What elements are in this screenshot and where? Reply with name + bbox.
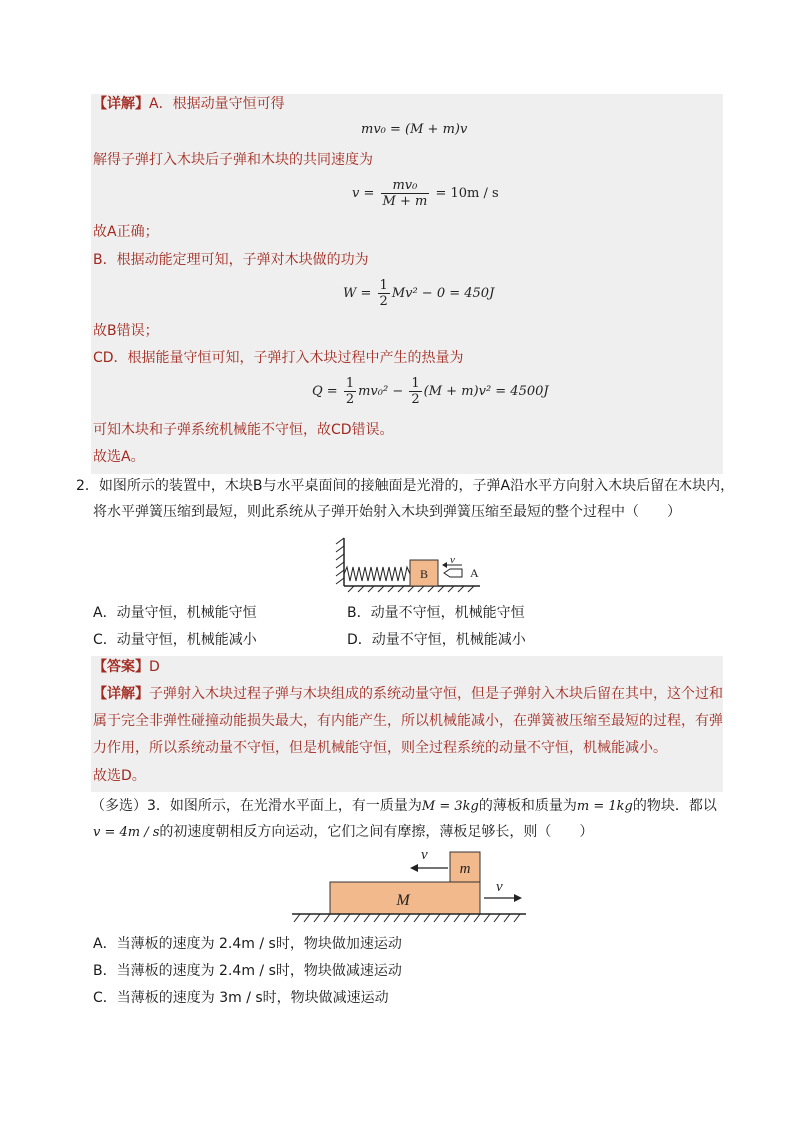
equation-momentum: mv₀ = (M + m)v: [361, 122, 468, 137]
block-m-label: m: [459, 861, 471, 877]
floor-hatching: [348, 586, 474, 592]
question-2-stem-2: 将水平弹簧压缩到最短，则此系统从子弹开始射入木块到弹簧压缩至最短的整个过程中（ ）: [93, 504, 681, 520]
question-3-stem-1: （多选）3．如图所示，在光滑水平面上，有一质量为M = 3kg的薄板和质量为m = 1kg的物块．都以: [91, 798, 717, 814]
block-b-label: B: [419, 567, 429, 581]
answer-tag: 【答案】: [93, 659, 149, 675]
solution-1-line-3: 故A正确；: [93, 224, 159, 240]
spring-block-diagram: [332, 534, 492, 594]
equation-heat: Q = $\frac{1}{2}$ mv₀² − $\frac{1}{2}$ (M + m)v² = 4500J: [312, 376, 549, 407]
velocity-arrowhead: [442, 562, 447, 568]
plank-m-label: M: [396, 892, 410, 909]
solution-2-choose: 故选D。: [93, 768, 146, 784]
solution-1-line-5: 故B错误；: [93, 323, 159, 339]
solution-2-detail-1: 【详解】子弹射入木块过程子弹与木块组成的系统动量守恒，但是子弹射入木块后留在其中，这个过和: [93, 686, 723, 702]
solution-2-detail-3: 力作用，所以系统动量不守恒，但是机械能守恒，则全过程系统的动量不守恒，机械能减小。: [93, 740, 667, 756]
ground-hatching: [294, 914, 520, 922]
question-2-option-d[interactable]: D．动量不守恒，机械能减小: [347, 632, 526, 648]
velocity-right-label: v: [496, 879, 503, 895]
solution-1-line-4: B．根据动能定理可知，子弹对木块做的功为: [93, 252, 369, 268]
solution-2-detail-2: 属于完全非弹性碰撞动能损失最大，有内能产生，所以机械能减小，在弹簧被压缩至最短的过程，有弹: [93, 713, 723, 729]
velocity-left-label: v: [421, 847, 428, 863]
equation-velocity: v = $\frac{\text{mv₀}}{M + m}$ = 10m / s: [352, 178, 499, 209]
bullet-a-label: A: [470, 566, 479, 580]
question-2-stem-1: 2．如图所示的装置中，木块B与水平桌面间的接触面是光滑的，子弹A沿水平方向射入木块后留在木块内，: [76, 478, 735, 494]
detail-tag-2: 【详解】: [93, 686, 149, 702]
solution-1-line-a: 【详解】A．根据动量守恒可得: [93, 96, 285, 112]
bullet-a: [444, 569, 462, 577]
question-3-stem-2: v = 4m / s的初速度朝相反方向运动，它们之间有摩擦，薄板足够长，则（ ）: [93, 824, 594, 840]
spring: [344, 567, 410, 581]
velocity-right-arrowhead: [514, 894, 522, 902]
equation-work: W = $\frac{1}{2}$ Mv² − 0 = 450J: [343, 278, 495, 309]
question-2-option-c[interactable]: C．动量守恒，机械能减小: [93, 632, 257, 648]
answer-line: [93, 657, 160, 677]
velocity-label: v: [450, 554, 455, 566]
question-2-option-b[interactable]: B．动量不守恒，机械能守恒: [347, 605, 525, 621]
solution-1-line-8: 故选A。: [93, 449, 145, 465]
question-3-option-c[interactable]: C．当薄板的速度为 3m / s时，物块做减速运动: [93, 990, 389, 1006]
plank-block-diagram: [290, 846, 530, 928]
wall-hatching: [336, 538, 344, 584]
answer-value: D: [149, 659, 160, 675]
question-2-option-a[interactable]: A．动量守恒，机械能守恒: [93, 605, 257, 621]
solution-1-line-6: CD．根据能量守恒可知，子弹打入木块过程中产生的热量为: [93, 350, 464, 366]
question-3-option-b[interactable]: B．当薄板的速度为 2.4m / s时，物块做减速运动: [93, 963, 402, 979]
solution-1-line-2: 解得子弹打入木块后子弹和木块的共同速度为: [93, 152, 373, 168]
question-3-option-a[interactable]: A．当薄板的速度为 2.4m / s时，物块做加速运动: [93, 936, 402, 952]
detail-tag: 【详解】: [93, 96, 149, 112]
solution-1-line-7: 可知木块和子弹系统机械能不守恒，故CD错误。: [93, 422, 394, 438]
velocity-left-arrowhead: [410, 864, 418, 872]
